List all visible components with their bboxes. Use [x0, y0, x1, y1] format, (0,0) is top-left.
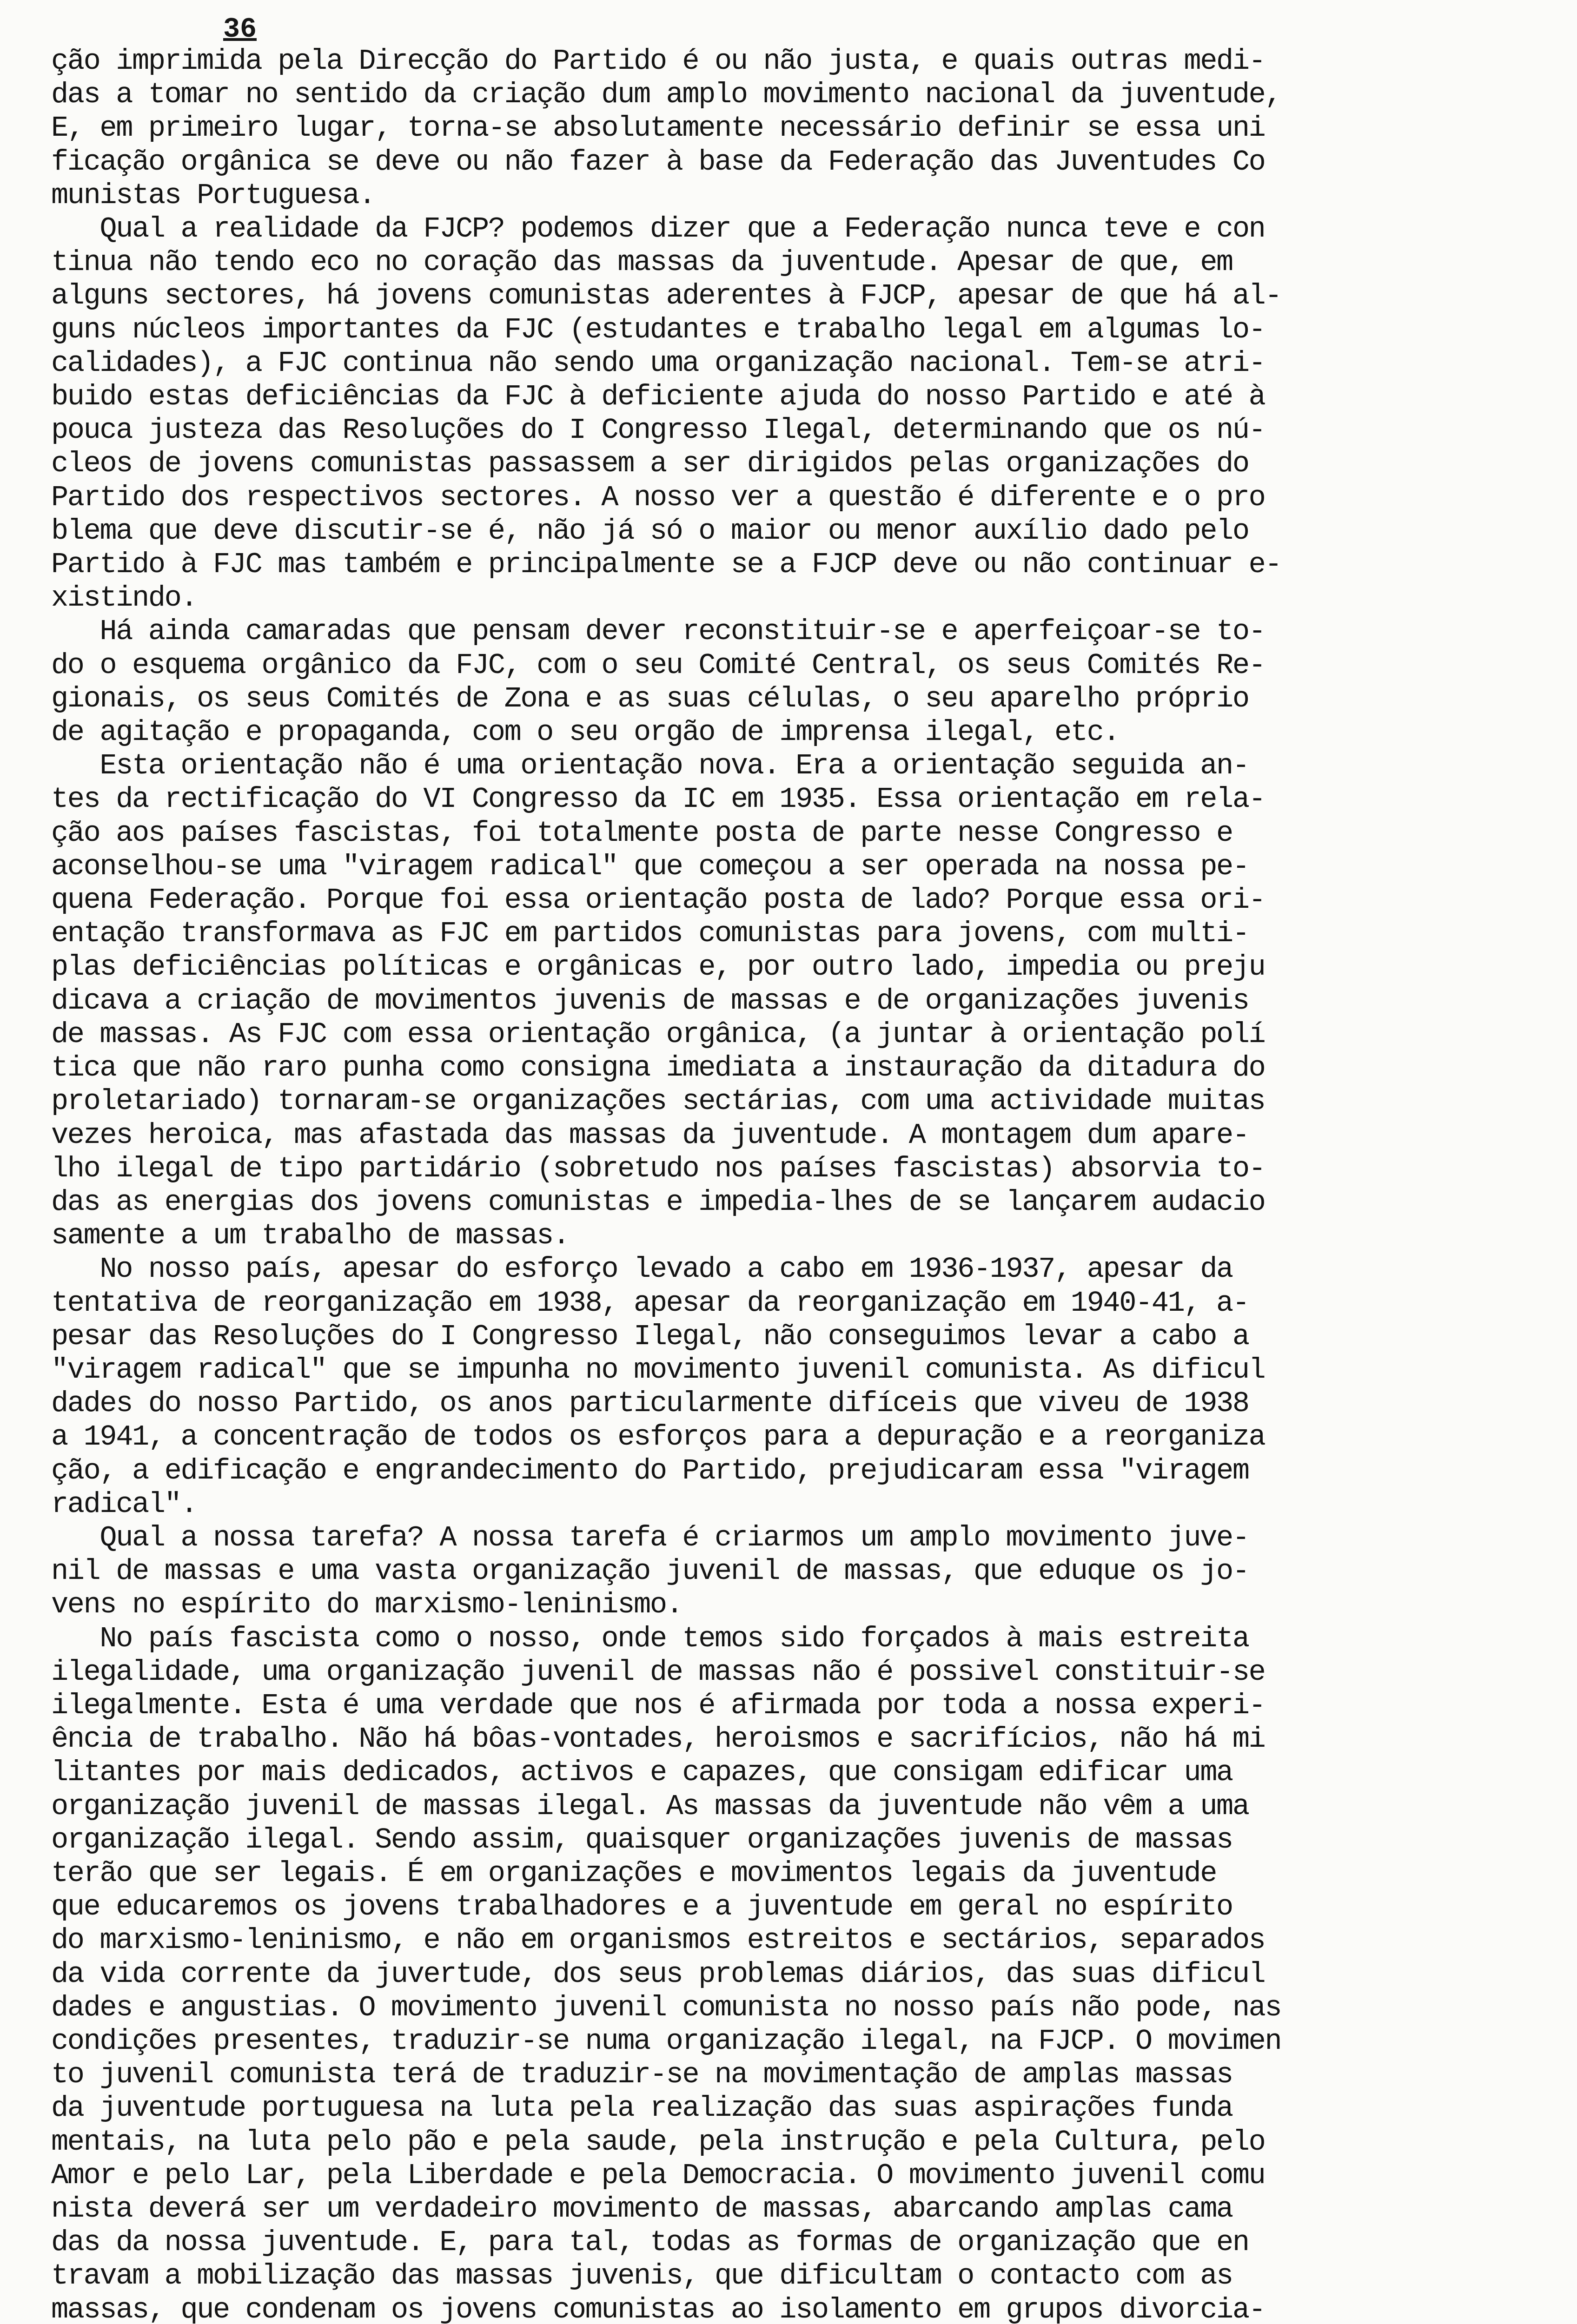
- text-line: E, em primeiro lugar, torna-se absolutamente necessário definir se essa uni: [51, 112, 1265, 145]
- text-line: da juventude portuguesa na luta pela realização das suas aspirações funda: [51, 2092, 1232, 2125]
- text-line: calidades), a FJC continua não sendo uma organização nacional. Tem-se atri-: [51, 346, 1265, 380]
- text-line: quena Federação. Porque foi essa orientação posta de lado? Porque essa ori-: [51, 884, 1265, 917]
- text-line: tinua não tendo eco no coração das massas da juventude. Apesar de que, em: [51, 246, 1232, 279]
- text-line: pesar das Resoluções do I Congresso Ilegal, não conseguimos levar a cabo a: [51, 1320, 1249, 1353]
- text-line: ção aos países fascistas, foi totalmente posta de parte nesse Congresso e: [51, 816, 1232, 850]
- text-line: ência de trabalho. Não há bôas-vontades, heroismos e sacrifícios, não há mi: [51, 1723, 1265, 1756]
- text-line: No nosso país, apesar do esforço levado a cabo em 1936-1937, apesar da: [51, 1253, 1232, 1286]
- text-line: das da nossa juventude. E, para tal, todas as formas de organização que en: [51, 2226, 1249, 2259]
- page-number: 36: [223, 14, 257, 46]
- text-line: ção imprimida pela Direcção do Partido é ou não justa, e quais outras medi-: [51, 45, 1265, 78]
- document-body: [51, 45, 1544, 2324]
- text-line: nista deverá ser um verdadeiro movimento de massas, abarcando amplas cama: [51, 2192, 1232, 2225]
- text-line: a 1941, a concentração de todos os esforços para a depuração e a reorganiza: [51, 1420, 1265, 1454]
- text-line: proletariado) tornaram-se organizações sectárias, com uma actividade muitas: [51, 1085, 1265, 1118]
- text-line: ção, a edificação e engrandecimento do Partido, prejudicaram essa "viragem: [51, 1454, 1249, 1487]
- text-line: guns núcleos importantes da FJC (estudantes e trabalho legal em algumas lo-: [51, 313, 1265, 346]
- text-line: de agitação e propaganda, com o seu orgão de imprensa ilegal, etc.: [51, 716, 1120, 749]
- text-line: travam a mobilização das massas juvenis, que dificultam o contacto com as: [51, 2259, 1232, 2293]
- text-line: lho ilegal de tipo partidário (sobretudo nos países fascistas) absorvia to-: [51, 1152, 1265, 1185]
- text-line: buido estas deficiências da FJC à deficiente ajuda do nosso Partido e até à: [51, 380, 1265, 414]
- text-line: "viragem radical" que se impunha no movimento juvenil comunista. As dificul: [51, 1353, 1265, 1386]
- text-line: organização ilegal. Sendo assim, quaisquer organizações juvenis de massas: [51, 1823, 1232, 1856]
- text-line: vens no espírito do marxismo-leninismo.: [51, 1588, 682, 1622]
- text-line: alguns sectores, há jovens comunistas aderentes à FJCP, apesar de que há al-: [51, 279, 1281, 313]
- text-line: nil de massas e uma vasta organização juvenil de massas, que eduque os jo-: [51, 1555, 1249, 1588]
- text-line: da vida corrente da juvertude, dos seus problemas diários, das suas dificul: [51, 1957, 1265, 1991]
- text-line: munistas Portuguesa.: [51, 178, 375, 212]
- text-line: terão que ser legais. É em organizações e movimentos legais da juventude: [51, 1856, 1217, 1890]
- text-line: samente a um trabalho de massas.: [51, 1219, 569, 1253]
- text-line: organização juvenil de massas ilegal. As massas da juventude não vêm a uma: [51, 1789, 1249, 1823]
- text-line: dicava a criação de movimentos juvenis de massas e de organizações juvenis: [51, 984, 1249, 1017]
- text-line: Há ainda camaradas que pensam dever reconstituir-se e aperfeiçoar-se to-: [51, 615, 1265, 648]
- text-line: ilegalidade, uma organização juvenil de massas não é possivel constituir-se: [51, 1655, 1265, 1689]
- text-line: cleos de jovens comunistas passassem a ser dirigidos pelas organizações do: [51, 447, 1249, 481]
- text-line: mentais, na luta pelo pão e pela saude, pela instrução e pela Cultura, pelo: [51, 2125, 1265, 2159]
- text-line: tentativa de reorganização em 1938, apesar da reorganização em 1940-41, a-: [51, 1286, 1249, 1320]
- text-line: entação transformava as FJC em partidos comunistas para jovens, com multi-: [51, 917, 1249, 951]
- text-line: das a tomar no sentido da criação dum amplo movimento nacional da juventude,: [51, 78, 1281, 112]
- text-line: xistindo.: [51, 581, 197, 615]
- text-line: dades do nosso Partido, os anos particularmente difíceis que viveu de 1938: [51, 1387, 1249, 1420]
- text-line: radical".: [51, 1487, 197, 1521]
- text-line: ficação orgânica se deve ou não fazer à base da Federação das Juventudes Co: [51, 145, 1265, 178]
- text-line: ilegalmente. Esta é uma verdade que nos é afirmada por toda a nossa experi-: [51, 1689, 1265, 1722]
- text-line: condições presentes, traduzir-se numa organização ilegal, na FJCP. O movimen: [51, 2024, 1281, 2058]
- text-line: pouca justeza das Resoluções do I Congresso Ilegal, determinando que os nú-: [51, 414, 1265, 447]
- text-line: litantes por mais dedicados, activos e capazes, que consigam edificar uma: [51, 1756, 1232, 1789]
- text-line: massas, que condenam os jovens comunistas ao isolamento em grupos divorcia-: [51, 2293, 1265, 2324]
- text-line: que educaremos os jovens trabalhadores e a juventude em geral no espírito: [51, 1890, 1232, 1924]
- text-line: Partido à FJC mas também e principalmente se a FJCP deve ou não continuar e-: [51, 548, 1281, 581]
- text-line: tica que não raro punha como consigna imediata a instauração da ditadura do: [51, 1051, 1265, 1085]
- text-line: tes da rectificação do VI Congresso da IC em 1935. Essa orientação em rela-: [51, 783, 1265, 816]
- text-line: do marxismo-leninismo, e não em organismos estreitos e sectários, separados: [51, 1924, 1265, 1957]
- text-line: blema que deve discutir-se é, não já só o maior ou menor auxílio dado pelo: [51, 514, 1249, 548]
- text-line: das as energias dos jovens comunistas e impedia-lhes de se lançarem audacio: [51, 1185, 1265, 1219]
- text-line: vezes heroica, mas afastada das massas da juventude. A montagem dum apare-: [51, 1118, 1249, 1152]
- text-line: Esta orientação não é uma orientação nova. Era a orientação seguida an-: [51, 749, 1249, 783]
- text-line: No país fascista como o nosso, onde temos sido forçados à mais estreita: [51, 1622, 1249, 1655]
- text-line: Amor e pelo Lar, pela Liberdade e pela Democracia. O movimento juvenil comu: [51, 2159, 1265, 2192]
- text-line: de massas. As FJC com essa orientação orgânica, (a juntar à orientação polí: [51, 1017, 1265, 1051]
- text-line: Partido dos respectivos sectores. A nosso ver a questão é diferente e o pro: [51, 481, 1265, 514]
- text-line: dades e angustias. O movimento juvenil comunista no nosso país não pode, nas: [51, 1991, 1281, 2024]
- text-line: Qual a realidade da FJCP? podemos dizer que a Federação nunca teve e con: [51, 212, 1265, 246]
- text-line: do o esquema orgânico da FJC, com o seu Comité Central, os seus Comités Re-: [51, 648, 1265, 682]
- text-line: Qual a nossa tarefa? A nossa tarefa é criarmos um amplo movimento juve-: [51, 1521, 1249, 1554]
- text-line: plas deficiências políticas e orgânicas e, por outro lado, impedia ou preju: [51, 951, 1265, 984]
- text-line: to juvenil comunista terá de traduzir-se na movimentação de amplas massas: [51, 2058, 1232, 2092]
- text-line: aconselhou-se uma "viragem radical" que começou a ser operada na nossa pe-: [51, 850, 1249, 883]
- text-line: gionais, os seus Comités de Zona e as suas células, o seu aparelho próprio: [51, 682, 1249, 715]
